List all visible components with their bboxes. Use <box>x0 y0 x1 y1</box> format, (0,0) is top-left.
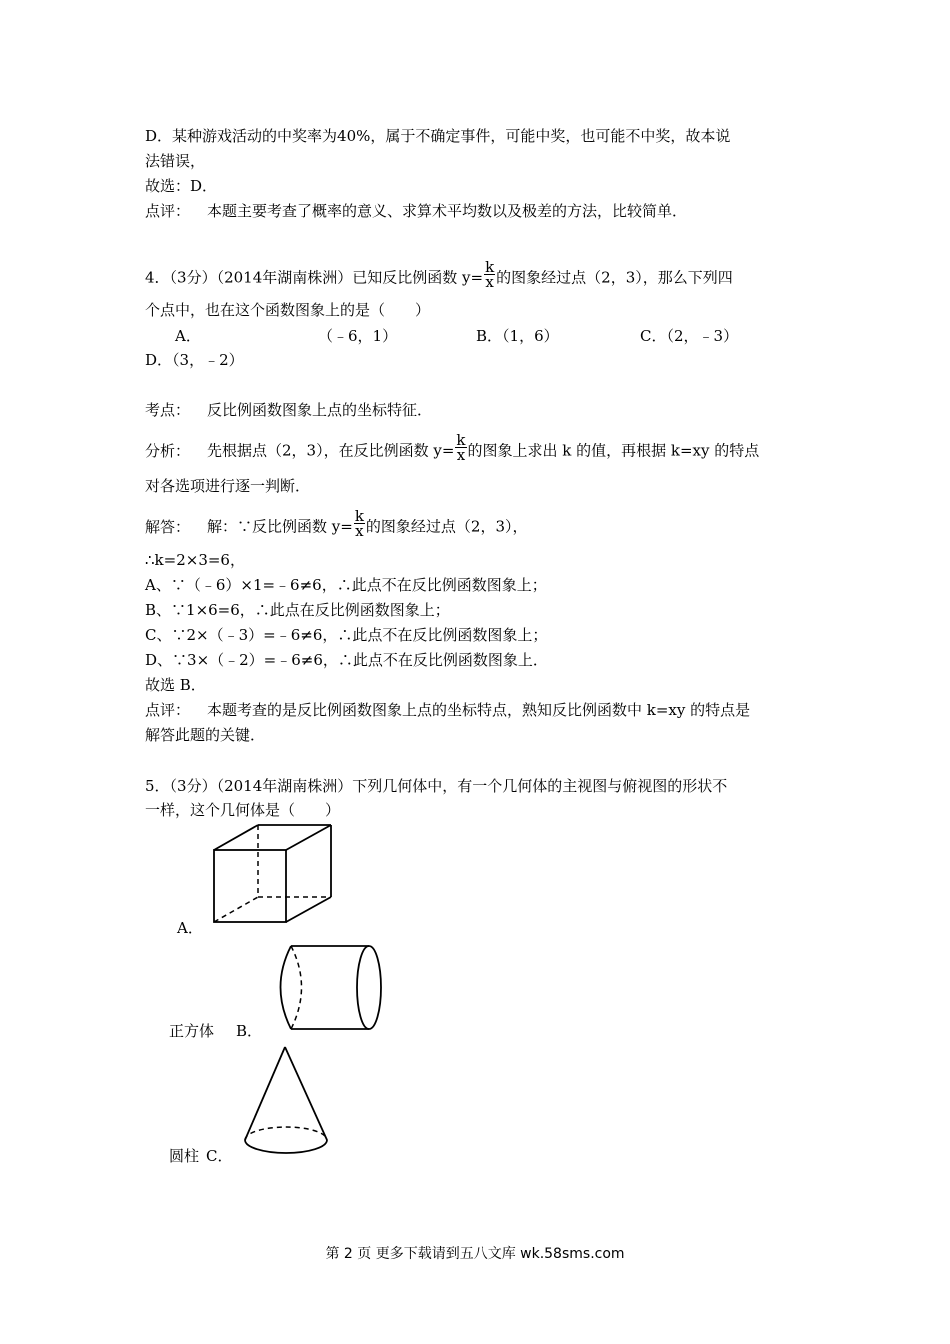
q4-jieda-line1 <box>145 507 528 542</box>
q4-option-d-letter: D． <box>145 351 173 369</box>
q4-kaodian-label: 考点： <box>145 401 191 419</box>
q4-option-d <box>145 350 244 370</box>
q4-stem-line2: 个点中，也在这个函数图象上的是（ ） <box>145 301 431 319</box>
q4-stem-line1 <box>145 258 733 293</box>
page-footer: 第 2 页 更多下载请到五八文库 wk.58sms.com <box>325 1246 625 1262</box>
q4-fenxi-before: 先根据点（2，3），在反比例函数 y= <box>207 441 455 460</box>
q4-kaodian-text: 反比例函数图象上点的坐标特征． <box>207 401 433 419</box>
q5-option-c-prefix: 圆柱 <box>169 1147 200 1165</box>
q4-fenxi-label: 分析： <box>145 441 191 460</box>
q4-stem-fraction <box>484 260 495 289</box>
q3-comment-text: 本题主要考查了概率的意义、求算术平均数以及极差的方法，比较简单． <box>207 202 688 220</box>
q4-kaodian <box>145 400 432 420</box>
q5-option-b-prefix: 正方体 <box>169 1022 215 1040</box>
q5-stem-line1: 5．（3分）（2014年湖南株洲）下列几何体中，有一个几何体的主视图与俯视图的形状不 <box>145 777 728 795</box>
q4-step: A、∵（﹣6）×1=﹣6≠6，∴此点不在反比例函数图象上； <box>145 576 547 594</box>
q5-option-b-label: B． <box>236 1022 263 1040</box>
q4-fenxi-line1 <box>145 431 760 466</box>
q4-option-c <box>640 326 738 346</box>
q4-jieda-fraction <box>354 509 365 538</box>
q4-option-a-letter: A． <box>175 327 201 345</box>
q4-comment-label: 点评： <box>145 701 191 719</box>
q4-fenxi-fraction <box>455 433 466 462</box>
q4-option-a-text: （﹣6，1） <box>318 327 398 345</box>
q3-answer: 故选：D． <box>145 177 218 195</box>
cone-figure <box>240 1044 340 1160</box>
q5-stem-line2: 一样，这个几何体是（ ） <box>145 801 341 819</box>
q4-option-d-text: （3，﹣2） <box>172 351 244 369</box>
q4-jieda-label: 解答： <box>145 517 191 536</box>
fraction-numerator: k <box>456 431 466 449</box>
q4-step: D、∵3×（﹣2）=﹣6≠6，∴此点不在反比例函数图象上． <box>145 651 548 669</box>
cylinder-figure <box>274 943 386 1033</box>
q4-step: ∴k=2×3=6， <box>145 551 245 569</box>
q5-option-a-label: A． <box>177 919 203 937</box>
cone-hidden-edge <box>245 1127 327 1140</box>
q4-option-b <box>476 326 559 346</box>
q4-step: 故选 B． <box>145 676 206 694</box>
q4-fenxi-line2: 对各选项进行逐一判断． <box>145 477 311 495</box>
fraction-numerator: k <box>485 258 495 276</box>
q4-comment-line1 <box>145 700 750 720</box>
q4-option-b-letter: B． <box>476 327 503 345</box>
fraction-denominator: x <box>355 522 364 540</box>
cylinder-hidden-edge <box>291 946 302 1029</box>
q4-fenxi-after: 的图象上求出 k 的值，再根据 k=xy 的特点 <box>467 441 760 460</box>
cube-figure <box>210 821 340 927</box>
q4-option-b-text: （1，6） <box>502 327 559 345</box>
q4-comment-text: 本题考查的是反比例函数图象上点的坐标特点，熟知反比例函数中 k=xy 的特点是 <box>207 701 751 719</box>
q4-jieda-after: 的图象经过点（2，3）， <box>365 517 528 536</box>
q3-comment-label: 点评： <box>145 202 191 220</box>
q3-option-d-line2: 法错误， <box>145 152 206 170</box>
q4-jieda-before: 解：∵反比例函数 y= <box>207 517 353 536</box>
q5-option-b <box>169 1021 262 1041</box>
q4-comment-line2: 解答此题的关键． <box>145 726 266 744</box>
q5-option-c <box>169 1146 233 1166</box>
cube-front-face <box>214 850 286 922</box>
q4-option-c-letter: C． <box>640 327 667 345</box>
fraction-numerator: k <box>354 507 364 525</box>
q4-stem-before: 4．（3分）（2014年湖南株洲）已知反比例函数 y= <box>145 268 484 287</box>
fraction-denominator: x <box>456 446 466 464</box>
q3-comment <box>145 201 687 221</box>
fraction-denominator: x <box>485 273 494 291</box>
q4-stem-after: 的图象经过点（2，3），那么下列四 <box>496 268 733 287</box>
q4-option-c-text: （2，﹣3） <box>666 327 739 345</box>
q5-option-c-label: C． <box>206 1147 233 1165</box>
q4-step: B、∵1×6=6，∴此点在反比例函数图象上； <box>145 601 450 619</box>
q3-option-d-line1: D．某种游戏活动的中奖率为40%，属于不确定事件，可能中奖，也可能不中奖，故本说 <box>145 127 731 145</box>
q4-step: C、∵2×（﹣3）=﹣6≠6，∴此点不在反比例函数图象上； <box>145 626 548 644</box>
